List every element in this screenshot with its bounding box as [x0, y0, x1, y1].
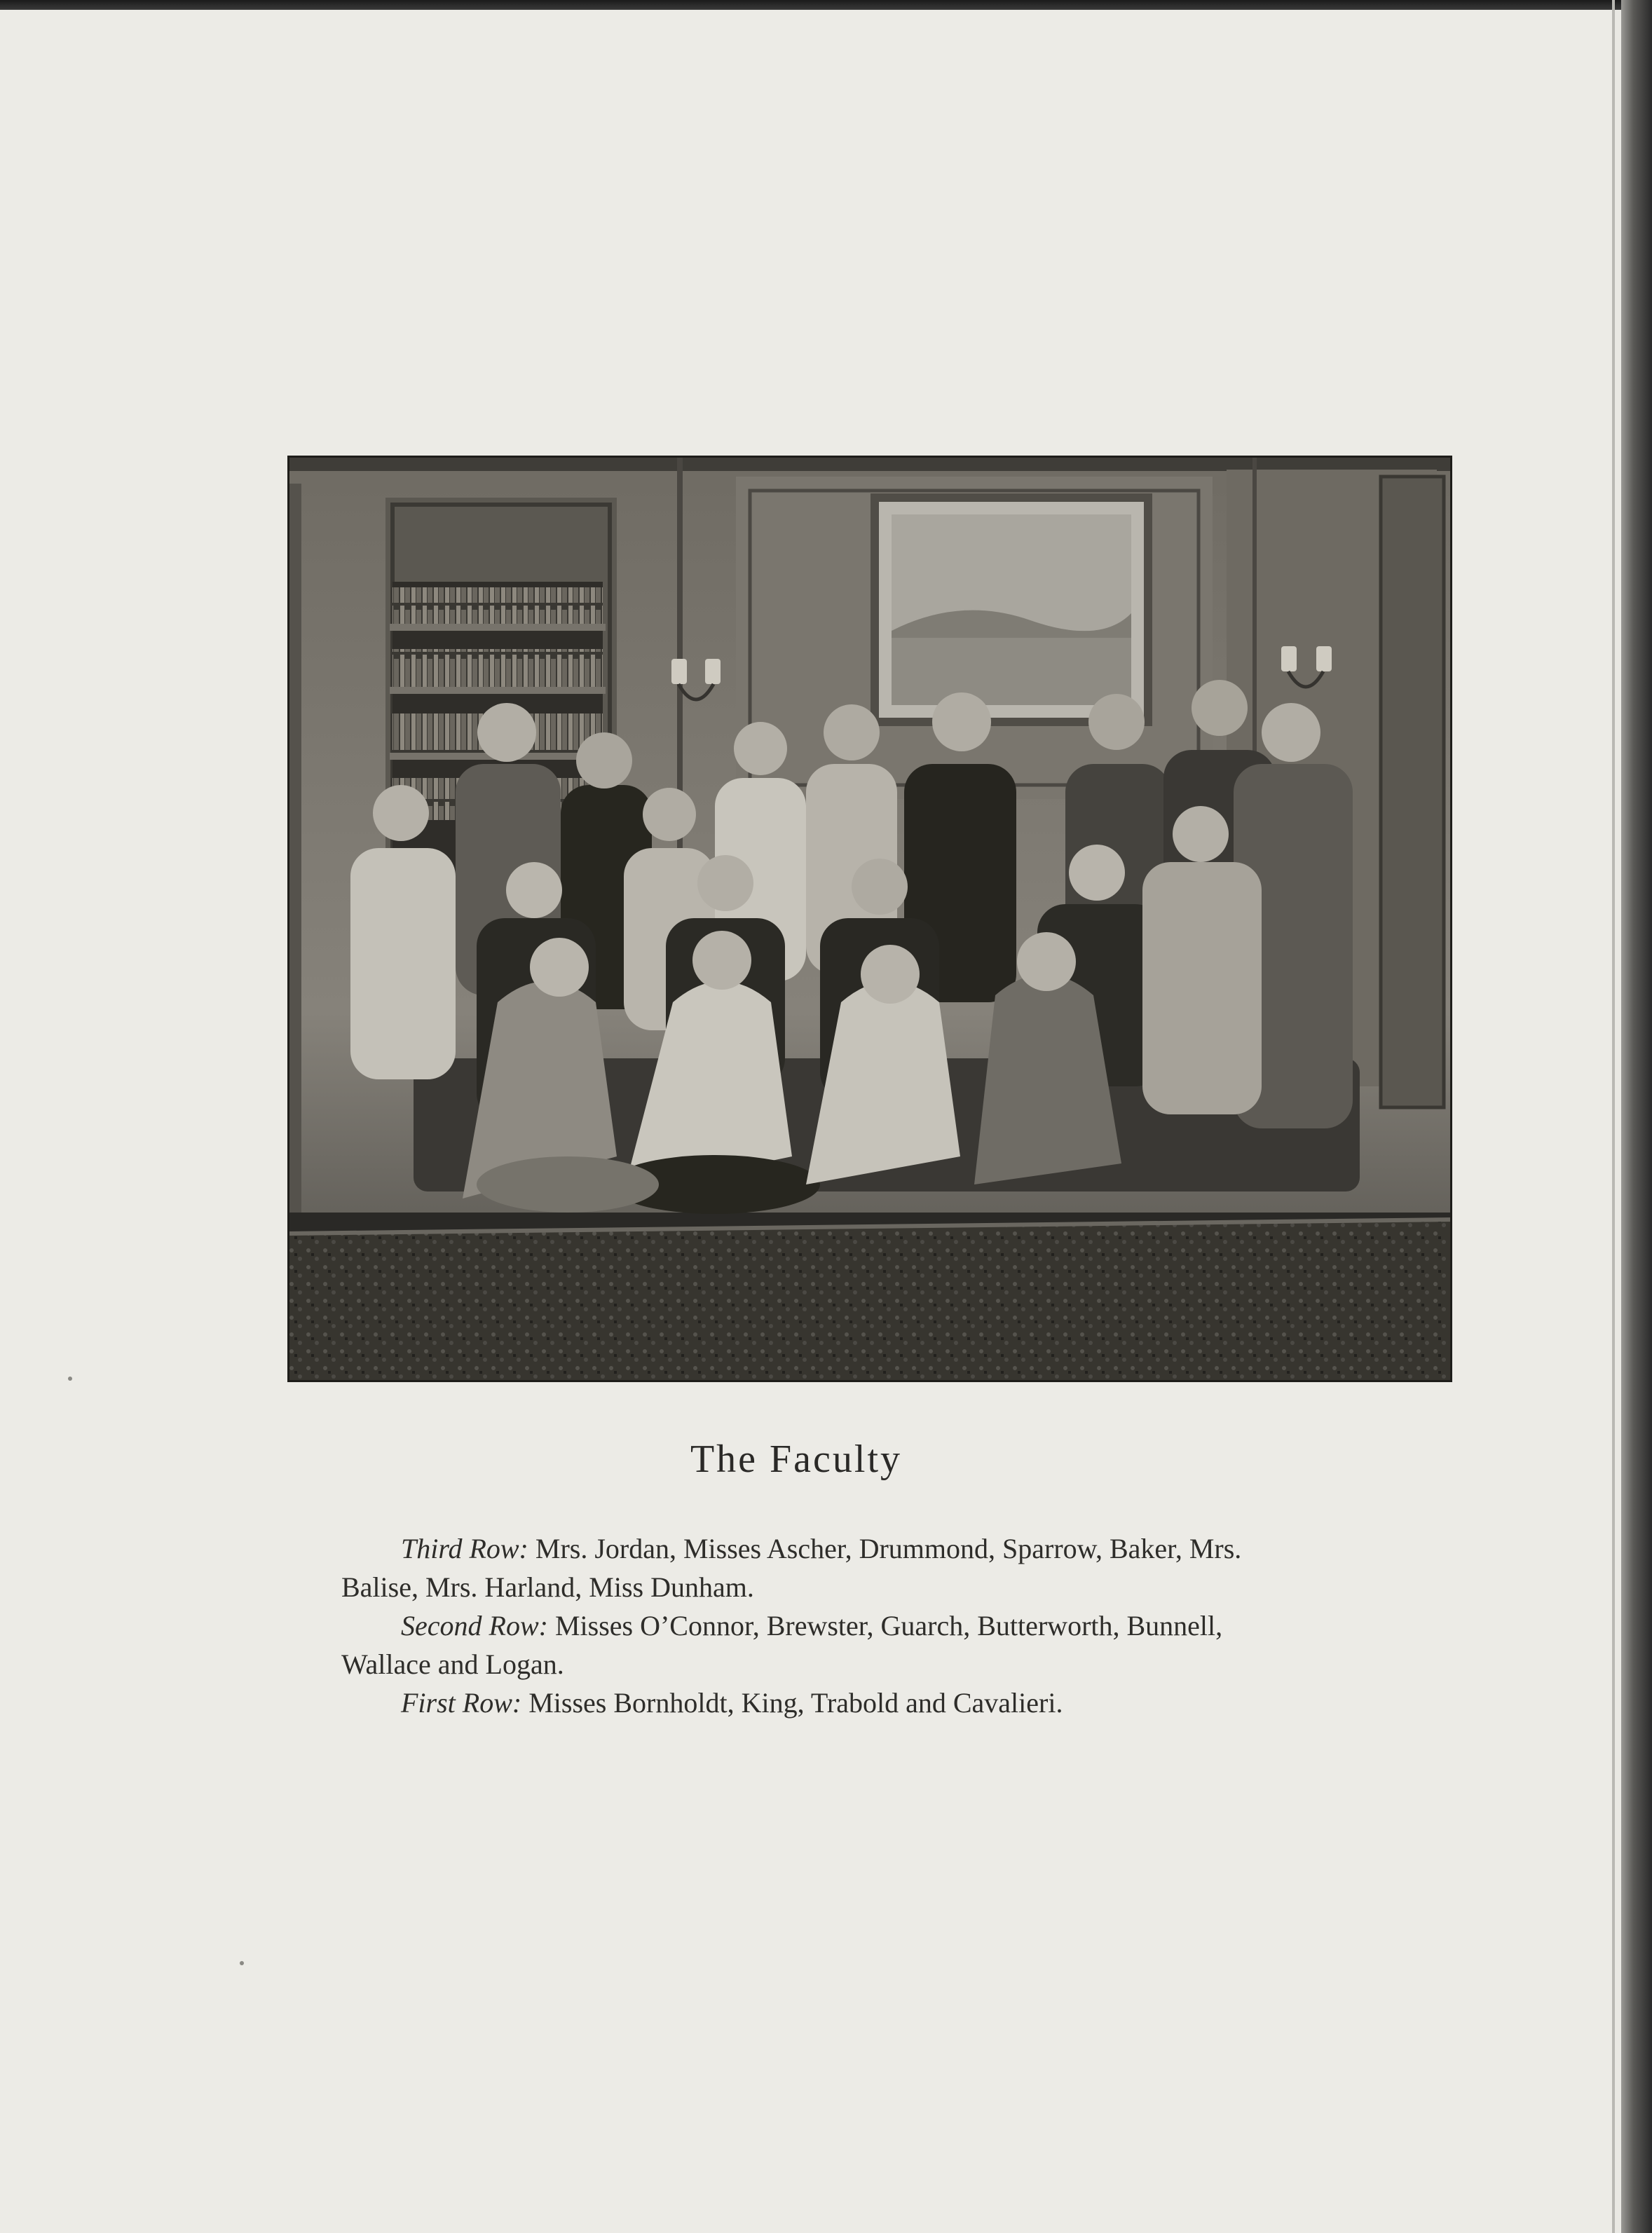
first-row-label: First Row: — [401, 1687, 522, 1719]
second-row-names-line2: Wallace and Logan. — [341, 1648, 564, 1680]
second-row-paragraph — [341, 1606, 1410, 1645]
third-row-paragraph — [341, 1529, 1410, 1568]
scan-top-edge — [0, 0, 1652, 10]
paper-speck — [240, 1961, 244, 1965]
scan-right-edge — [1621, 0, 1652, 2233]
caption-title: The Faculty — [690, 1438, 903, 1481]
photo-rendering — [287, 456, 1452, 1382]
paper-speck — [68, 1377, 72, 1381]
third-row-label: Third Row: — [401, 1533, 528, 1564]
first-row-paragraph — [341, 1684, 1410, 1722]
second-row-names-line1: Misses O’Connor, Brewster, Guarch, Butterworth, Bunnell, — [554, 1610, 1223, 1641]
second-row-label: Second Row: — [401, 1610, 548, 1641]
page-gutter-line — [1612, 0, 1615, 2233]
third-row-names-line2: Balise, Mrs. Harland, Miss Dunham. — [341, 1571, 754, 1603]
faculty-photograph — [287, 456, 1452, 1382]
caption-body — [341, 1529, 1410, 1722]
first-row-names: Misses Bornholdt, King, Trabold and Cavalieri. — [528, 1687, 1063, 1719]
third-row-names-line1: Mrs. Jordan, Misses Ascher, Drummond, Sparrow, Baker, Mrs. — [535, 1533, 1242, 1564]
